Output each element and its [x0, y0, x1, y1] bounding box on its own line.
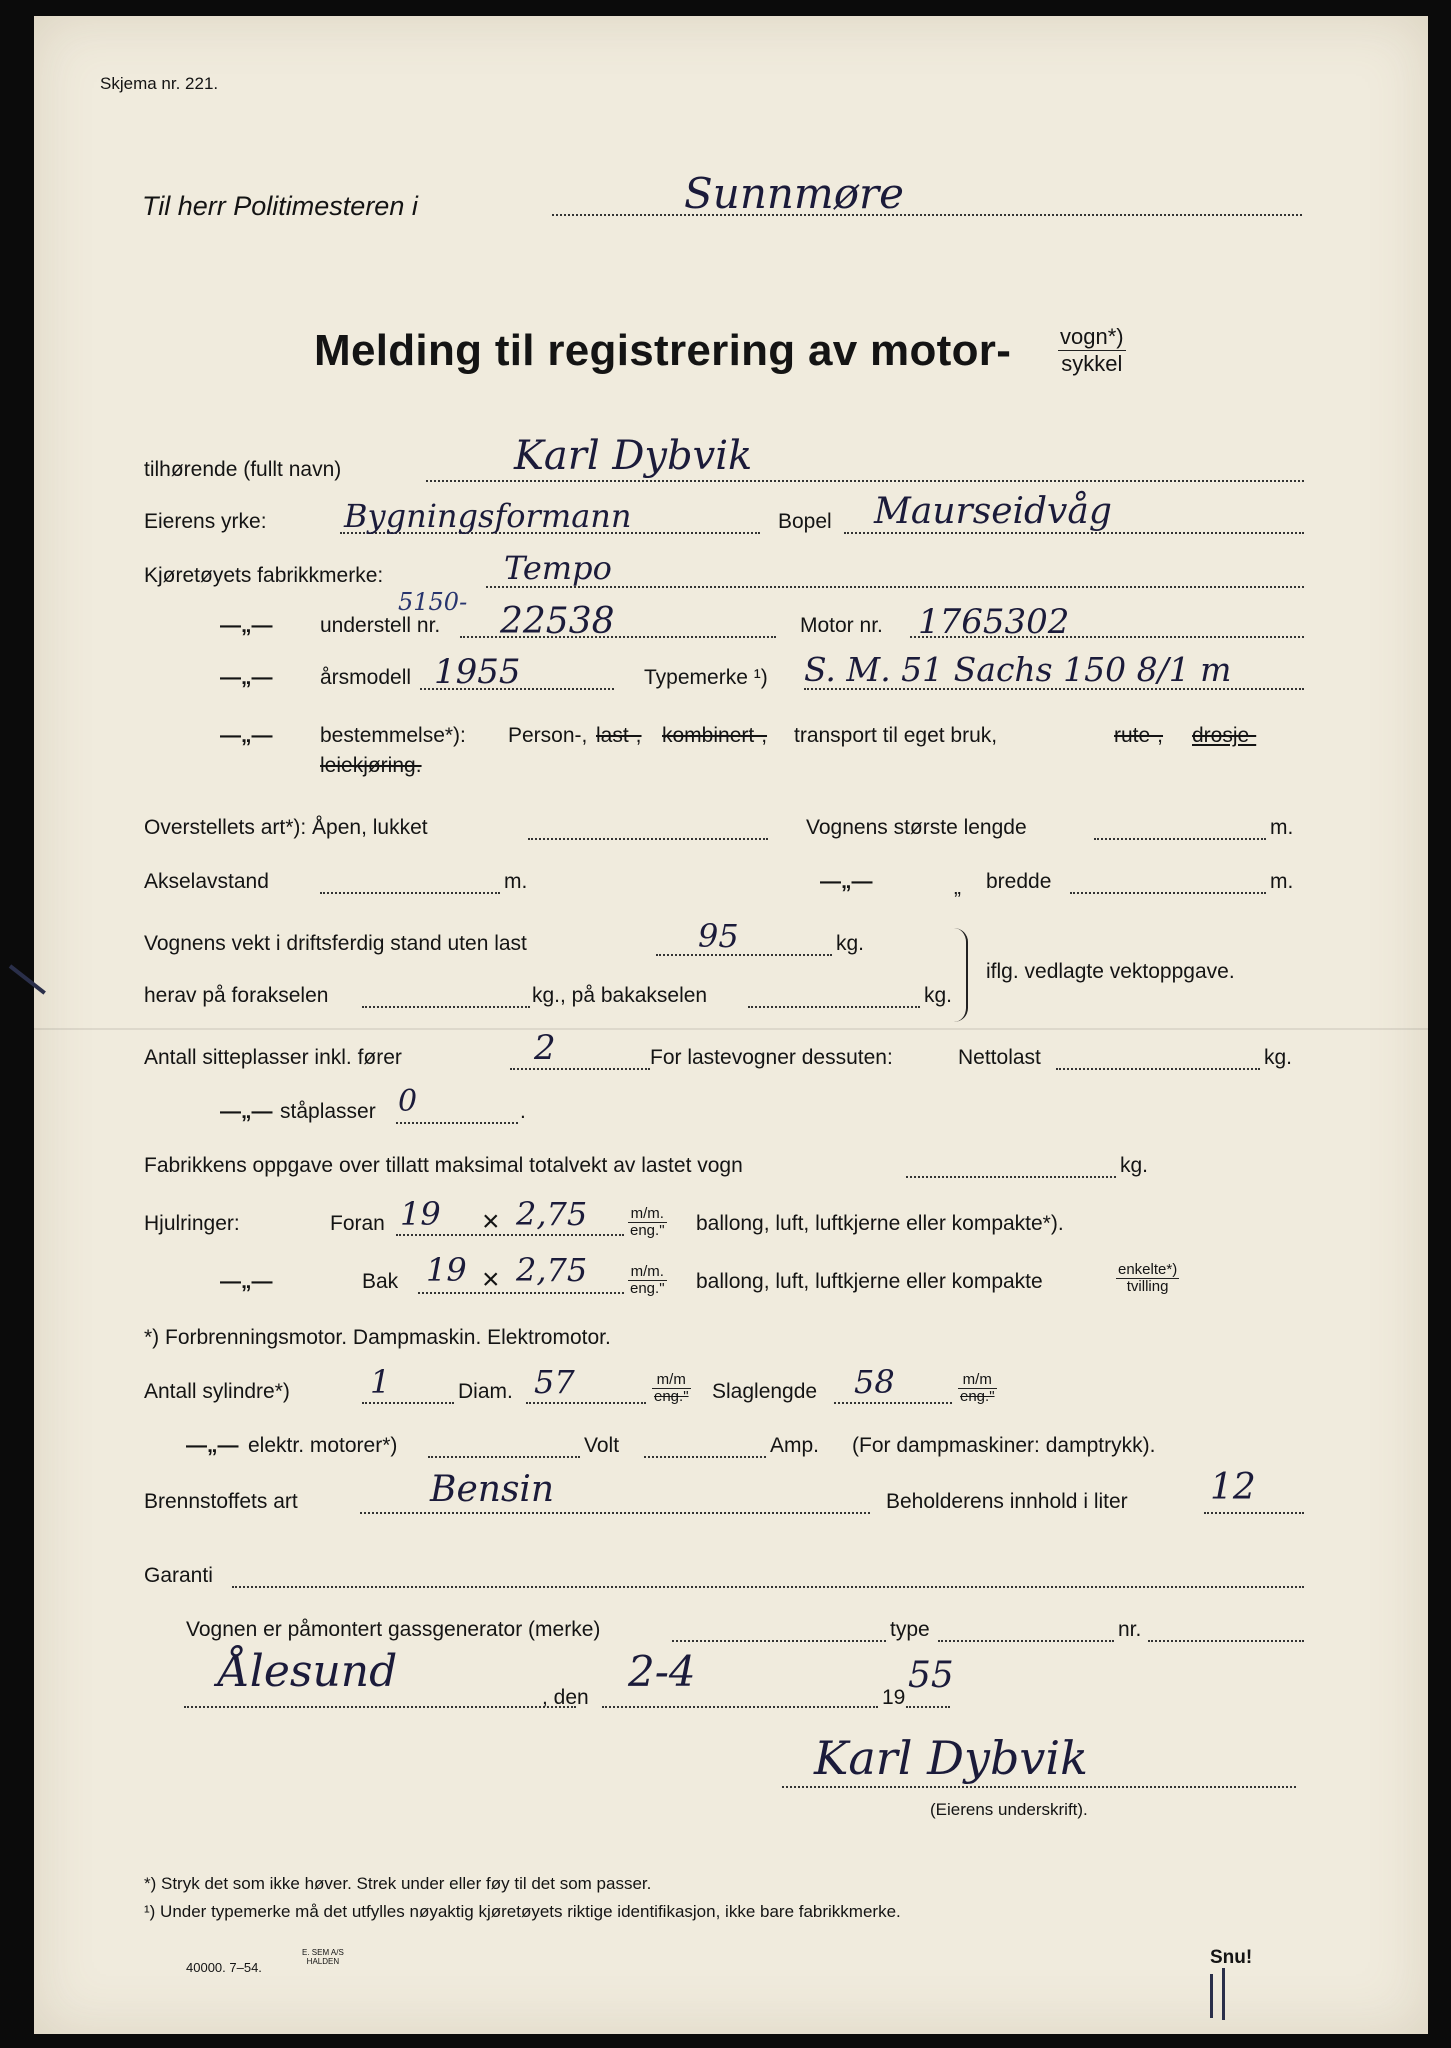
cylinders-label: Antall sylindre*)	[144, 1380, 290, 1403]
place-value: Ålesund	[218, 1646, 398, 1697]
front-tire-unit	[628, 1206, 667, 1239]
purpose-leie-text: leiekjøring.	[320, 754, 422, 777]
diam-unit-eng: eng."	[654, 1388, 689, 1405]
recipient-line	[552, 214, 1302, 216]
rear-tire-label: Bak	[362, 1270, 399, 1293]
front-tire-line	[396, 1234, 624, 1236]
motor-value: 1765302	[918, 602, 1070, 642]
axle-unit: m.	[504, 870, 528, 893]
place-line	[184, 1706, 576, 1708]
engine-type: *) Forbrenningsmotor. Dampmaskin. Elektromotor.	[144, 1326, 611, 1349]
tank-line	[1204, 1512, 1304, 1514]
net-line	[1056, 1068, 1260, 1070]
weight-note: iflg. vedlagte vektoppgave.	[986, 960, 1235, 983]
weight-unit: kg.	[836, 932, 865, 955]
width-line	[1070, 892, 1266, 894]
standing-end: .	[520, 1100, 526, 1123]
cylinders-line	[362, 1402, 454, 1404]
printer-name: E. SEM A/S	[302, 1948, 344, 1957]
owner-value: Karl Dybvik	[514, 433, 753, 479]
length-line	[1094, 838, 1266, 840]
signature-label: (Eierens underskrift).	[930, 1800, 1088, 1819]
recipient-label: Til herr Politimesteren i	[142, 191, 418, 221]
front-tire-x: ×	[482, 1205, 500, 1238]
front-tire-unit-eng: eng."	[630, 1222, 665, 1239]
fuel-line	[360, 1512, 870, 1514]
stroke-label: Slaglengde	[712, 1380, 818, 1403]
purpose-person: Person-,	[508, 724, 588, 747]
front-tire-unit-mm: m/m.	[628, 1206, 667, 1223]
title-vehicle-type	[1058, 324, 1126, 377]
tank-value: 12	[1210, 1467, 1256, 1508]
purpose-kombinert: kombinert-,	[662, 724, 768, 747]
fold-line	[34, 1028, 1428, 1030]
ditto-year: —„—	[220, 666, 273, 689]
diam-line	[526, 1402, 646, 1404]
rear-tire-twin: tvilling	[1126, 1278, 1169, 1295]
front-tire-desc: ballong, luft, luftkjerne eller kompakte*).	[696, 1212, 1064, 1235]
net-label: Nettolast	[958, 1046, 1041, 1069]
axle-quote: „	[954, 876, 961, 899]
fuel-value: Bensin	[430, 1469, 555, 1510]
purpose-leie	[320, 754, 422, 778]
rear-axle-line	[748, 1006, 920, 1008]
gas-nr-line	[1148, 1640, 1304, 1642]
ink-mark	[1210, 1974, 1213, 2018]
length-label: Vognens største lengde	[806, 816, 1027, 839]
standing-value: 0	[398, 1084, 418, 1119]
date-value: 2-4	[628, 1647, 696, 1696]
diam-unit	[652, 1372, 691, 1405]
axle-line	[320, 892, 500, 894]
diam-label: Diam.	[458, 1380, 513, 1403]
chassis-value: 22538	[500, 601, 615, 642]
date-line	[602, 1706, 878, 1708]
chassis-note: 5150-	[398, 588, 468, 616]
rear-tire-line	[418, 1292, 624, 1294]
gas-line	[672, 1640, 886, 1642]
fuel-label: Brennstoffets art	[144, 1490, 298, 1513]
title-vogn: vogn*)	[1060, 324, 1124, 349]
residence-label: Bopel	[778, 510, 832, 533]
title-sykkel: sykkel	[1061, 351, 1123, 376]
diam-unit-mm: m/m	[652, 1372, 691, 1389]
seats-value: 2	[534, 1028, 556, 1068]
max-weight-label: Fabrikkens oppgave over tillatt maksimal totalvekt av lastet vogn	[144, 1154, 743, 1177]
gas-type-line	[938, 1640, 1114, 1642]
signature-line	[782, 1786, 1296, 1788]
standing-line	[396, 1122, 518, 1124]
rear-axle-label: kg., på bakakselen	[532, 984, 708, 1007]
guarantee-label: Garanti	[144, 1564, 213, 1587]
owner-line	[426, 480, 1304, 482]
weight-brace	[952, 928, 968, 1022]
front-tire-a: 19	[400, 1195, 441, 1233]
gas-nr-label: nr.	[1118, 1618, 1142, 1641]
make-label: Kjøretøyets fabrikkmerke:	[144, 564, 384, 587]
occupation-label: Eierens yrke:	[144, 510, 267, 533]
electric-line	[428, 1456, 580, 1458]
gas-label: Vognen er påmontert gassgenerator (merke)	[186, 1618, 601, 1641]
steam-label: (For dampmaskiner: damptrykk).	[852, 1434, 1156, 1457]
ditto-axle: —„—	[820, 870, 873, 893]
stroke-value: 58	[854, 1363, 895, 1401]
form-code: Skjema nr. 221.	[100, 74, 219, 93]
purpose-drosje: drosje-	[1192, 724, 1257, 747]
motor-label: Motor nr.	[800, 614, 883, 637]
volt-label: Volt	[584, 1434, 620, 1457]
gas-type-label: type	[890, 1618, 930, 1641]
chassis-label: understell nr.	[320, 614, 441, 637]
stroke-unit-mm: m/m	[958, 1372, 997, 1389]
axle-label: Akselavstand	[144, 870, 269, 893]
year-prefix: 19	[882, 1686, 906, 1709]
length-unit: m.	[1270, 816, 1294, 839]
year-suffix-line	[906, 1706, 950, 1708]
ditto-standing: —„—	[220, 1100, 273, 1123]
rear-tire-desc: ballong, luft, luftkjerne eller kompakte	[696, 1270, 1043, 1293]
stroke-line	[834, 1402, 952, 1404]
rear-tire-unit-eng: eng."	[630, 1280, 665, 1297]
year-value: 1955	[434, 652, 521, 692]
type-value: S. M. 51 Sachs 150 8/1 m	[804, 650, 1232, 689]
tank-label: Beholderens innhold i liter	[886, 1490, 1128, 1513]
purpose-rute: rute-,	[1114, 724, 1164, 747]
electric-label: elektr. motorer*)	[248, 1434, 398, 1457]
signature-value: Karl Dybvik	[814, 1731, 1089, 1785]
weight-line	[656, 954, 832, 956]
form-title: Melding til registrering av motor-	[314, 326, 1012, 375]
footnote-one: ¹) Under typemerke må det utfylles nøyaktig kjøretøyets riktige identifikasjon, ikke bare fabrikkmerke.	[144, 1902, 901, 1921]
purpose-label: bestemmelse*):	[320, 724, 466, 747]
rear-tire-x: ×	[482, 1263, 500, 1296]
weight-label: Vognens vekt i driftsferdig stand uten last	[144, 932, 527, 955]
recipient-value: Sunnmøre	[684, 169, 904, 218]
type-label: Typemerke ¹)	[644, 666, 768, 689]
ditto-rear-tire: —„—	[220, 1270, 273, 1293]
rear-tire-b: 2,75	[516, 1251, 588, 1289]
ditto-electric: —„—	[186, 1434, 239, 1457]
body-line	[528, 838, 768, 840]
rear-tire-mounting	[1116, 1262, 1179, 1295]
rear-tire-a: 19	[426, 1251, 467, 1289]
purpose-own-transport: transport til eget bruk,	[794, 724, 998, 747]
ditto-purpose: —„—	[220, 724, 273, 747]
rear-tire-unit-mm: m/m.	[628, 1264, 667, 1281]
residence-line	[844, 532, 1304, 534]
standing-label: ståplasser	[280, 1100, 376, 1123]
front-axle-label: herav på forakselen	[144, 984, 329, 1007]
seats-line	[510, 1068, 650, 1070]
turn-over: Snu!	[1210, 1947, 1253, 1968]
purpose-last: last-,	[596, 724, 642, 747]
tires-label: Hjulringer:	[144, 1212, 240, 1235]
stroke-unit	[958, 1372, 997, 1405]
cylinders-value: 1	[370, 1363, 391, 1401]
year-label: årsmodell	[320, 666, 412, 689]
front-tire-label: Foran	[330, 1212, 385, 1235]
max-weight-line	[906, 1176, 1116, 1178]
rear-tire-unit	[628, 1264, 667, 1297]
print-code: 40000. 7–54.	[186, 1960, 262, 1975]
owner-label: tilhørende (fullt navn)	[144, 458, 342, 481]
net-unit: kg.	[1264, 1046, 1293, 1069]
front-axle-line	[362, 1006, 530, 1008]
footnote-star: *) Stryk det som ikke høver. Strek under eller føy til det som passer.	[144, 1874, 652, 1893]
lorry-label: For lastevogner dessuten:	[650, 1046, 893, 1069]
max-weight-unit: kg.	[1120, 1154, 1149, 1177]
stroke-unit-eng: eng."	[960, 1388, 995, 1405]
body-label: Overstellets art*): Åpen, lukket	[144, 816, 428, 839]
occupation-value: Bygningsformann	[344, 497, 632, 535]
volt-line	[644, 1456, 766, 1458]
guarantee-line	[232, 1586, 1304, 1588]
den-label: , den	[542, 1686, 589, 1709]
weight-value: 95	[698, 917, 739, 955]
printer-city: HALDEN	[306, 1957, 340, 1966]
seats-label: Antall sitteplasser inkl. fører	[144, 1046, 402, 1069]
diam-value: 57	[534, 1363, 575, 1401]
front-tire-b: 2,75	[516, 1195, 588, 1233]
rear-tire-single: enkelte*)	[1118, 1261, 1178, 1278]
year-suffix: 55	[908, 1655, 954, 1696]
printer-mark	[300, 1948, 346, 1966]
form-paper	[34, 16, 1428, 2034]
width-unit: m.	[1270, 870, 1294, 893]
ditto-chassis: —„—	[220, 614, 273, 637]
width-label: bredde	[986, 870, 1052, 893]
make-value: Tempo	[504, 549, 612, 587]
residence-value: Maurseidvåg	[874, 491, 1112, 532]
amp-label: Amp.	[770, 1434, 820, 1457]
rear-axle-unit: kg.	[924, 984, 953, 1007]
ink-mark	[1222, 1968, 1225, 2020]
